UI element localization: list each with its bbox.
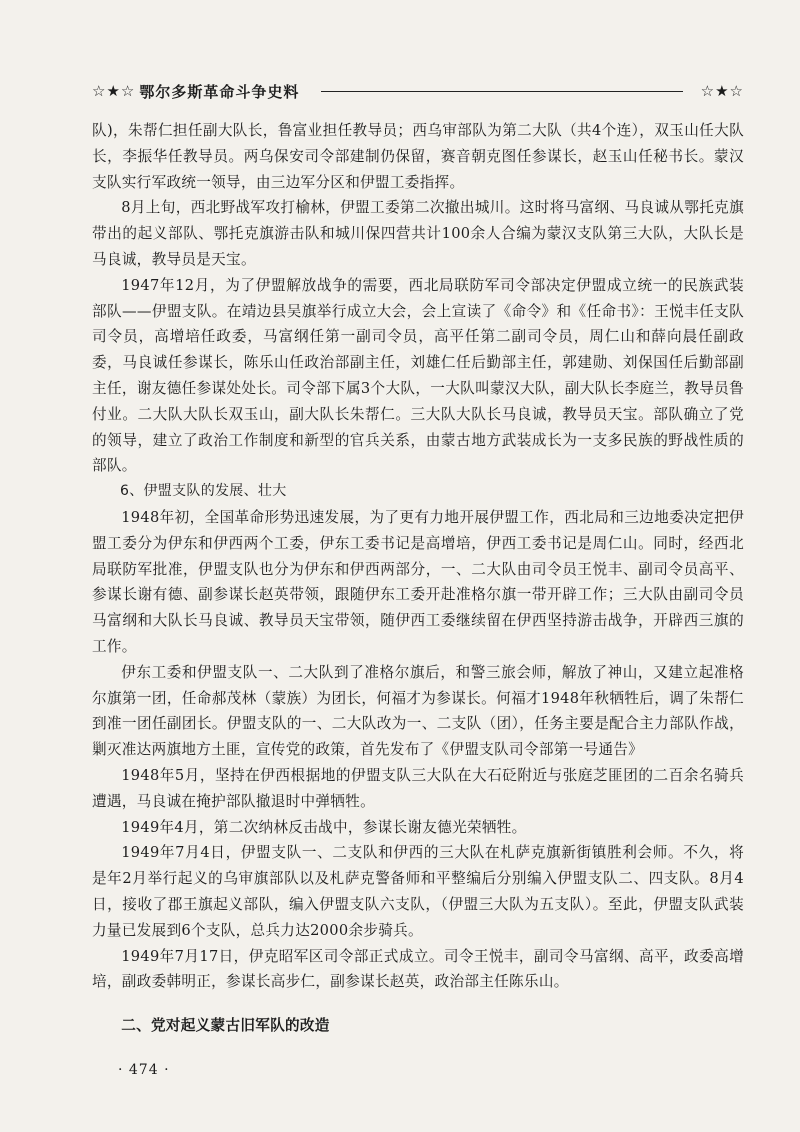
header-stars-left: ☆★☆	[92, 82, 136, 100]
paragraph: 1949年4月，第二次纳林反击战中，参谋长谢友德光荣牺牲。	[121, 818, 527, 836]
subheading: 6、伊盟支队的发展、壮大	[120, 483, 287, 500]
paragraph: 1949年7月17日，伊克昭军区司令部正式成立。司令王悦丰，副司令马富纲、高平，政委高增培，副政委韩明正，参谋长高步仁，副参谋长赵英，政治部主任陈乐山。	[92, 947, 744, 991]
paragraph: 队)，朱帮仁担任副大队长，鲁富业担任教导员；西乌审部队为第二大队（共4个连），双玉山任大队长，李振华任教导员。两乌保安司令部建制仍保留，赛音朝克图任参谋长，赵玉山任秘书长。蒙汉支队实行军政统一领导，由三边军分区和伊盟工委指挥。	[92, 122, 744, 191]
header-stars-right: ☆★☆	[700, 82, 744, 100]
paragraph: 8月上旬，西北野战军攻打榆林，伊盟工委第二次撤出城川。这时将马富纲、马良诚从鄂托克旗带出的起义部队、鄂托克旗游击队和城川保四营共计100余人合编为蒙汉支队第三大队，大队长是马良诚，教导员是天宝。	[92, 199, 744, 268]
header-rule	[321, 91, 682, 92]
paragraph: 1947年12月，为了伊盟解放战争的需要，西北局联防军司令部决定伊盟成立统一的民族武装部队——伊盟支队。在靖边县吴旗举行成立大会，会上宣读了《命令》和《任命书》：王悦丰任支队司令员，高增培任政委，马富纲任第一副司令员，高平任第二副司令员，周仁山和薛向晨任副政委，马良诚任参谋长，陈乐山任政治部副主任，刘雄仁任后勤部主任，郭建勋、刘保国任后勤部副主任，谢友德任参谋处处长。司令部下属3个大队，一大队叫蒙汉大队，副大队长李庭兰，教导员鲁付业。二大队大队长双玉山，副大队长朱帮仁。三大队大队长马良诚，教导员天宝。部队确立了党的领导，建立了政治工作制度和新型的官兵关系，由蒙古地方武装成长为一支多民族的野战性质的部队。	[92, 276, 744, 475]
page-body	[92, 118, 744, 1039]
running-header	[92, 80, 744, 102]
header-title: 鄂尔多斯革命斗争史料	[139, 82, 300, 101]
page-number: · 474 ·	[118, 1062, 170, 1078]
paragraph: 1949年7月4日，伊盟支队一、二支队和伊西的三大队在札萨克旗新街镇胜利会师。不久，将是年2月举行起义的乌审旗部队以及札萨克警备师和平整编后分别编入伊盟支队二、四支队。8月4日，接收了郡王旗起义部队，编入伊盟支队六支队，（伊盟三大队为五支队）。至此，伊盟支队武装力量已发展到6个支队，总兵力达2000余步骑兵。	[92, 844, 744, 939]
section-heading: 二、党对起义蒙古旧军队的改造	[121, 1017, 330, 1035]
paragraph: 伊东工委和伊盟支队一、二大队到了准格尔旗后，和警三旅会师，解放了神山，又建立起准格尔旗第一团，任命郝茂林（蒙族）为团长，何福才为参谋长。何福才1948年秋牺牲后，调了朱帮仁到准一团任副团长。伊盟支队的一、二大队改为一、二支队（团），任务主要是配合主力部队作战，剿灭准达两旗地方土匪，宣传党的政策，首先发布了《伊盟支队司令部第一号通告》	[92, 663, 744, 759]
paragraph: 1948年5月，坚持在伊西根据地的伊盟支队三大队在大石砭附近与张庭芝匪团的二百余名骑兵遭遇，马良诚在掩护部队撤退时中弹牺牲。	[92, 766, 744, 810]
paragraph: 1948年初，全国革命形势迅速发展，为了更有力地开展伊盟工作，西北局和三边地委决定把伊盟工委分为伊东和伊西两个工委，伊东工委书记是高增培，伊西工委书记是周仁山。同时，经西北局联防军批准，伊盟支队也分为伊东和伊西两部分，一、二大队由司令员王悦丰、副司令员高平、参谋长谢有德、副参谋长赵英带领，跟随伊东工委开赴准格尔旗一带开辟工作；三大队由副司令员马富纲和大队长马良诚、教导员天宝带领，随伊西工委继续留在伊西坚持游击战争，开辟西三旗的工作。	[92, 508, 744, 655]
